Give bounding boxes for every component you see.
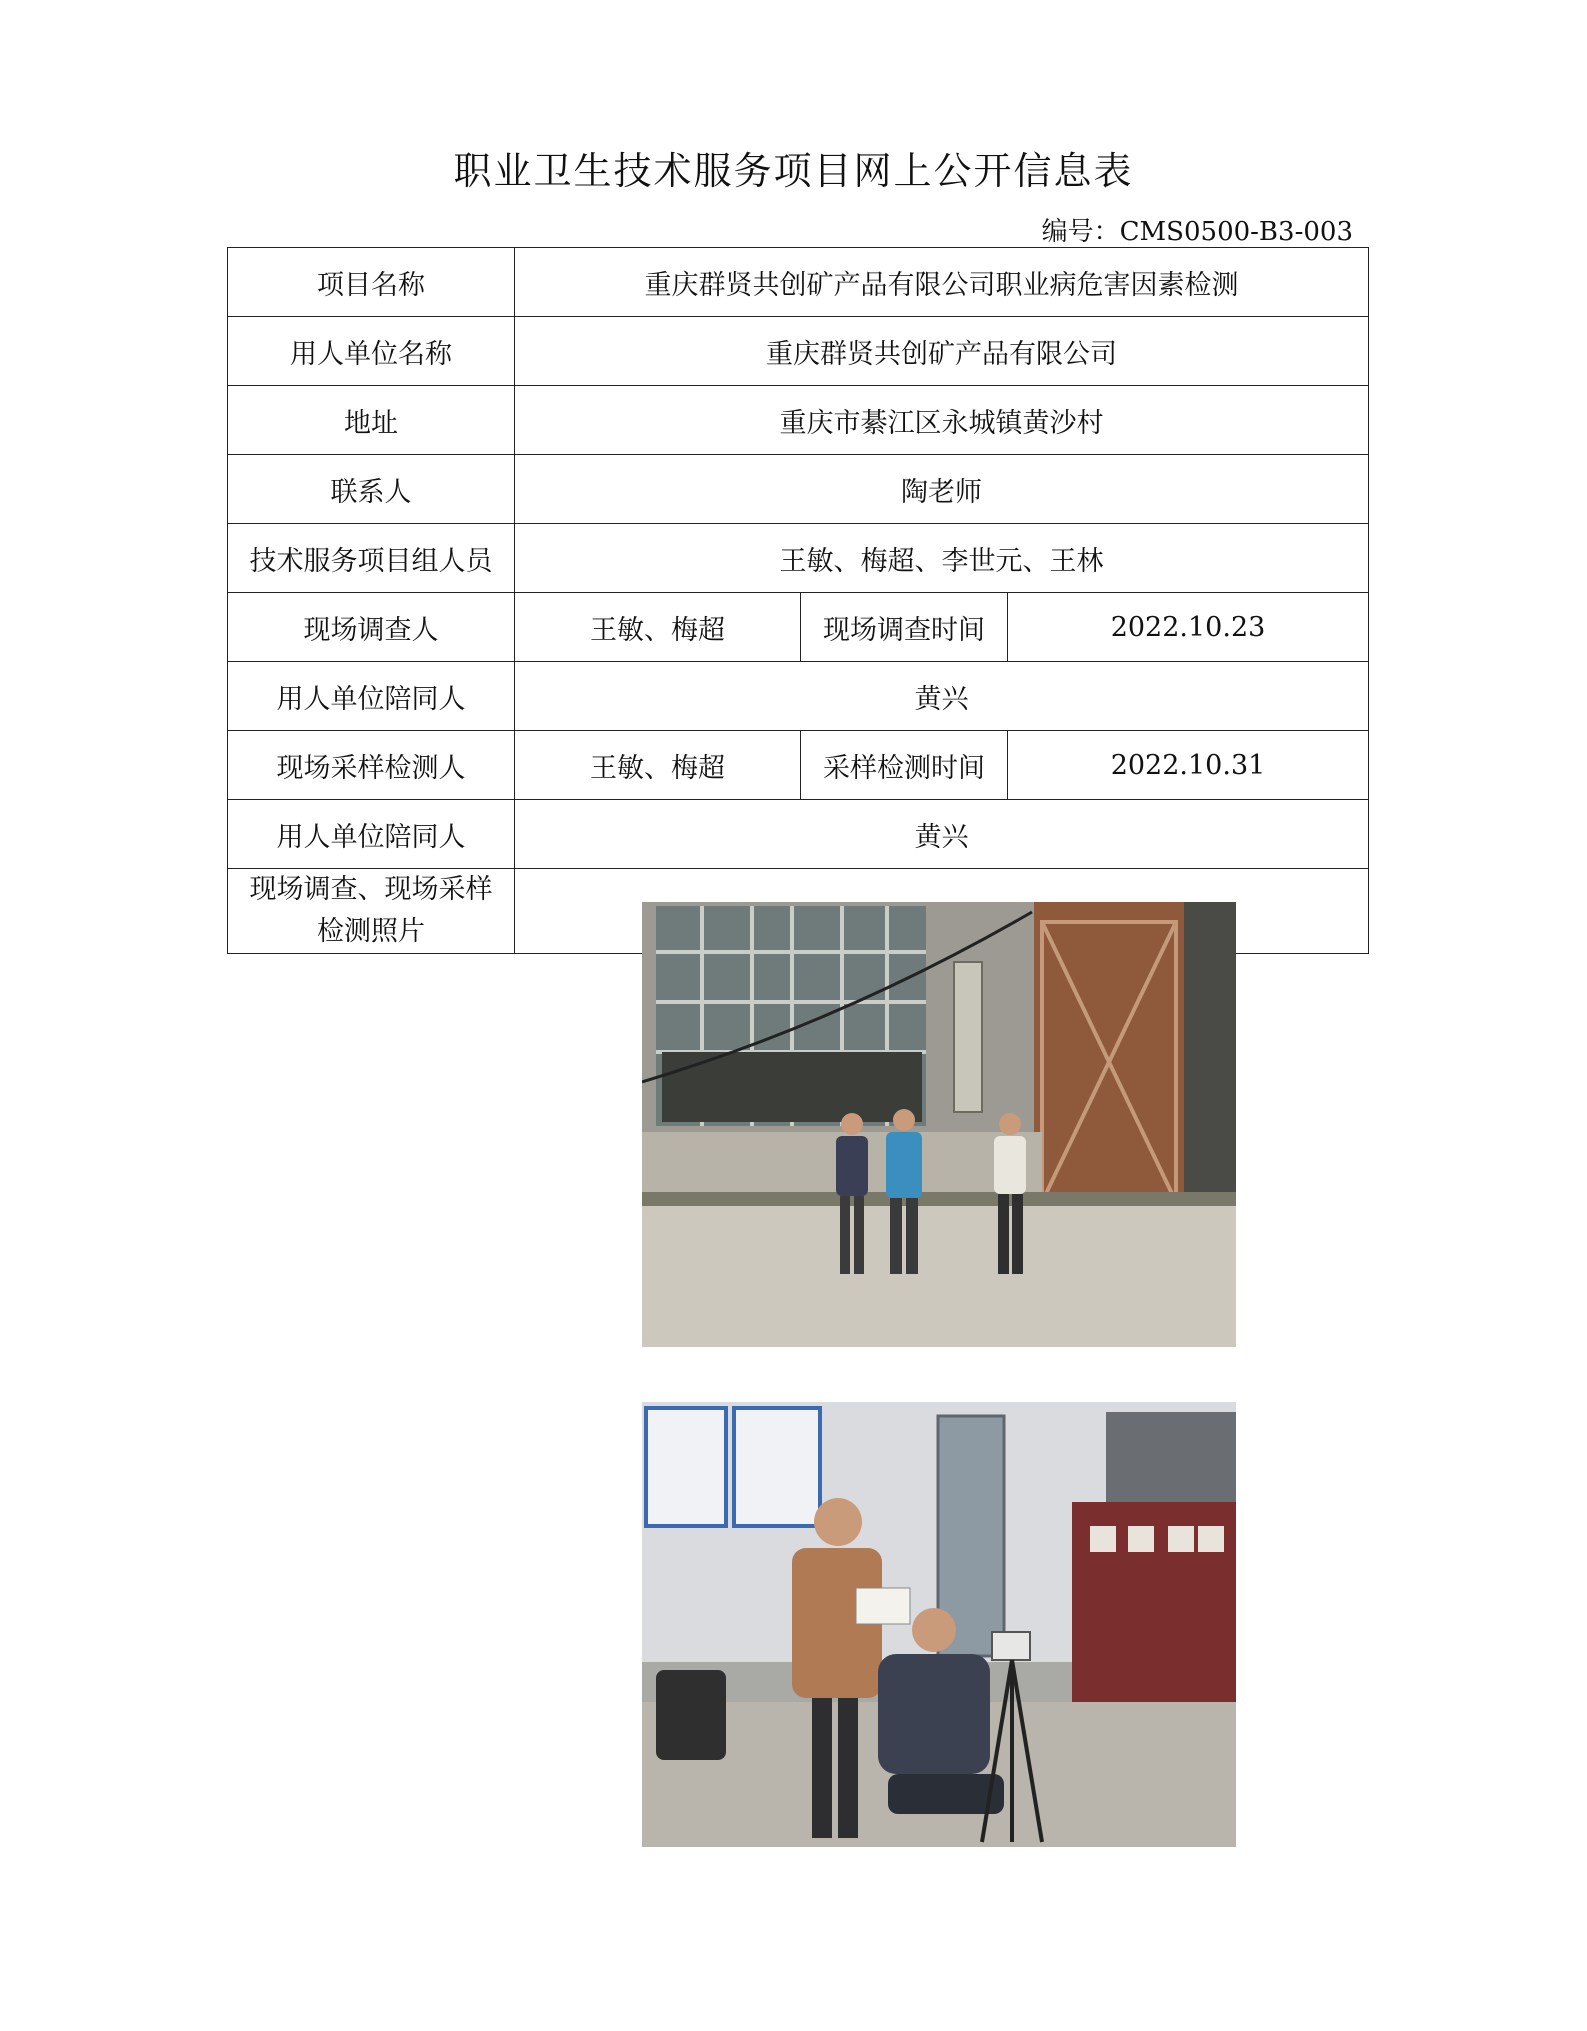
label-sampling-time: 采样检测时间 bbox=[801, 731, 1008, 800]
row-survey-escort bbox=[228, 662, 1369, 731]
label-contact: 联系人 bbox=[228, 455, 515, 524]
label-address: 地址 bbox=[228, 386, 515, 455]
label-team: 技术服务项目组人员 bbox=[228, 524, 515, 593]
value-contact: 陶老师 bbox=[515, 455, 1369, 524]
row-address bbox=[228, 386, 1369, 455]
label-photos-line2: 检测照片 bbox=[317, 916, 425, 947]
label-sampling: 现场采样检测人 bbox=[228, 731, 515, 800]
photos-cell bbox=[515, 869, 1369, 954]
row-sampling-escort bbox=[228, 800, 1369, 869]
value-team: 王敏、梅超、李世元、王林 bbox=[515, 524, 1369, 593]
label-survey-time: 现场调查时间 bbox=[801, 593, 1008, 662]
row-team bbox=[228, 524, 1369, 593]
info-table bbox=[227, 247, 1369, 954]
value-sampling: 王敏、梅超 bbox=[515, 731, 801, 800]
document-code: 编号：CMS0500-B3-003 bbox=[1041, 217, 1353, 247]
page-title: 职业卫生技术服务项目网上公开信息表 bbox=[453, 149, 1134, 193]
value-employer-name: 重庆群贤共创矿产品有限公司 bbox=[515, 317, 1369, 386]
label-photos-line1: 现场调查、现场采样 bbox=[249, 874, 493, 905]
row-project-name bbox=[228, 248, 1369, 317]
value-survey-escort: 黄兴 bbox=[515, 662, 1369, 731]
sampling-photo bbox=[642, 1402, 1236, 1847]
label-project-name: 项目名称 bbox=[228, 248, 515, 317]
label-employer-name: 用人单位名称 bbox=[228, 317, 515, 386]
value-survey: 王敏、梅超 bbox=[515, 593, 801, 662]
row-employer-name bbox=[228, 317, 1369, 386]
value-sampling-escort: 黄兴 bbox=[515, 800, 1369, 869]
value-address: 重庆市綦江区永城镇黄沙村 bbox=[515, 386, 1369, 455]
site-survey-photo bbox=[642, 902, 1236, 1347]
value-sampling-time: 2022.10.31 bbox=[1008, 731, 1369, 800]
label-photos bbox=[228, 869, 515, 954]
value-survey-time: 2022.10.23 bbox=[1008, 593, 1369, 662]
row-sampling bbox=[228, 731, 1369, 800]
row-contact bbox=[228, 455, 1369, 524]
label-sampling-escort: 用人单位陪同人 bbox=[228, 800, 515, 869]
label-survey-escort: 用人单位陪同人 bbox=[228, 662, 515, 731]
row-survey bbox=[228, 593, 1369, 662]
row-photos bbox=[228, 869, 1369, 954]
value-project-name: 重庆群贤共创矿产品有限公司职业病危害因素检测 bbox=[515, 248, 1369, 317]
label-survey: 现场调查人 bbox=[228, 593, 515, 662]
